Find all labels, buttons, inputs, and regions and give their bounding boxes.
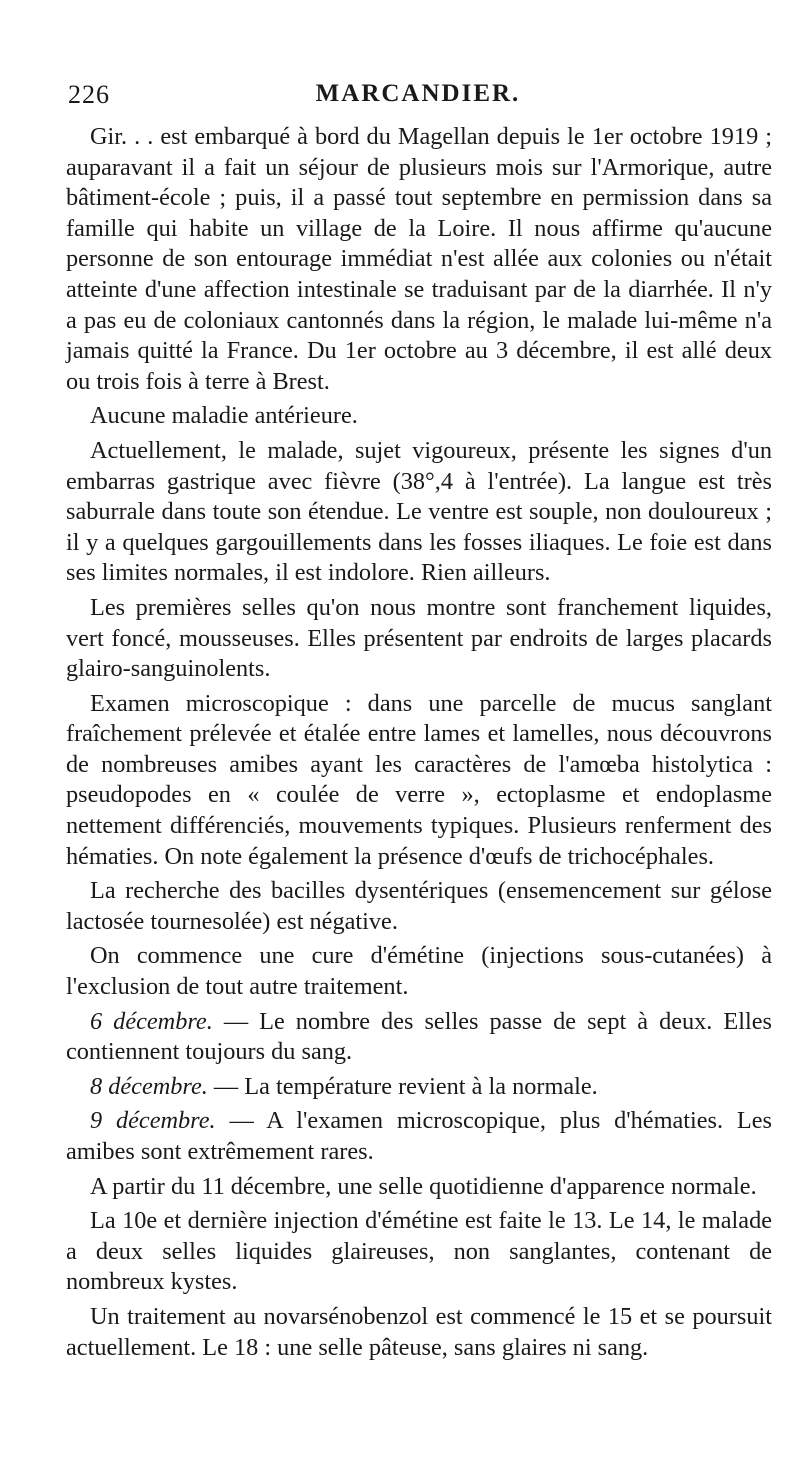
paragraph-emetine-cure: On commence une cure d'émétine (injections sous-cutanées) à l'exclusion de tout autre traitement.	[66, 942, 772, 1001]
entry-date: 6 décembre.	[90, 1007, 213, 1035]
page-header	[68, 80, 768, 116]
paragraph-dec-9	[66, 1106, 772, 1167]
paragraph-microscopy: Examen microscopique : dans une parcelle de mucus sanglant fraîchement prélevée et étalée entre lames et lamelles, nous découvrons de nombreuses amibes ayant les caractères de l'amœba histolytica : pseudopodes en « coulée de verre », ectoplasme et endoplasme nettement différenciés, mouvements typiques. Plusieurs renferment des hématies. On note également la présence d'œufs de trichocéphales.	[66, 689, 772, 870]
paragraph-bacilli: La recherche des bacilles dysentériques (ensemencement sur gélose lactosée tournesolée) est négative.	[66, 877, 772, 935]
paragraph-case-history: Gir. . . est embarqué à bord du Magellan depuis le 1er octobre 1919 ; auparavant il a fait un séjour de plusieurs mois sur l'Armorique, autre bâtiment-école ; puis, il a passé tout septembre en permission dans sa famille qui habite un village de la Loire. Il nous affirme qu'aucune personne de son entourage immédiat n'est allée aux colonies ou n'était atteinte d'une affection intestinale se traduisant par de la diarrhée. Il n'y a pas eu de coloniaux cantonnés dans la région, le malade lui-même n'a jamais quitté la France. Du 1er octobre au 3 décembre, il est allé deux ou trois fois à terre à Brest.	[66, 123, 772, 395]
paragraph-current-state: Actuellement, le malade, sujet vigoureux, présente les signes d'un embarras gastrique avec fièvre (38°,4 à l'entrée). La langue est très saburrale dans toute son étendue. Le ventre est souple, non douloureux ; il y a quelques gargouillements dans les fosses iliaques. Le foie est dans ses limites normales, il est indolore. Rien ailleurs.	[66, 436, 772, 587]
entry-text: — La température revient à la normale.	[207, 1072, 598, 1100]
entry-text: — Le nombre des selles passe de sept à deux. Elles contiennent toujours du sang.	[66, 1007, 772, 1066]
page-number: 226	[68, 80, 110, 109]
paragraph-injection: La 10e et dernière injection d'émétine est faite le 13. Le 14, le malade a deux selles liquides glaireuses, non sanglantes, contenant de nombreux kystes.	[66, 1207, 772, 1296]
paragraph-dec-8	[66, 1072, 772, 1103]
paragraph-dec-11: A partir du 11 décembre, une selle quotidienne d'apparence normale.	[90, 1172, 757, 1200]
paragraph-antecedents: Aucune maladie antérieure.	[90, 402, 358, 430]
paragraph-novarsenobenzol: Un traitement au novarsénobenzol est commencé le 15 et se poursuit actuellement. Le 18 : une selle pâteuse, sans glaires ni sang.	[66, 1302, 772, 1361]
body-text	[66, 122, 772, 1367]
paragraph-dec-6	[66, 1007, 772, 1068]
entry-text: — A l'examen microscopique, plus d'hématies. Les amibes sont extrêmement rares.	[66, 1107, 772, 1165]
paragraph-stools: Les premières selles qu'on nous montre sont franchement liquides, vert foncé, mousseuses. Elles présentent par endroits de larges placards glairo-sanguinolents.	[66, 593, 772, 683]
entry-date: 9 décembre.	[90, 1107, 216, 1135]
entry-date: 8 décembre.	[90, 1072, 208, 1100]
running-head: MARCANDIER.	[315, 80, 521, 107]
